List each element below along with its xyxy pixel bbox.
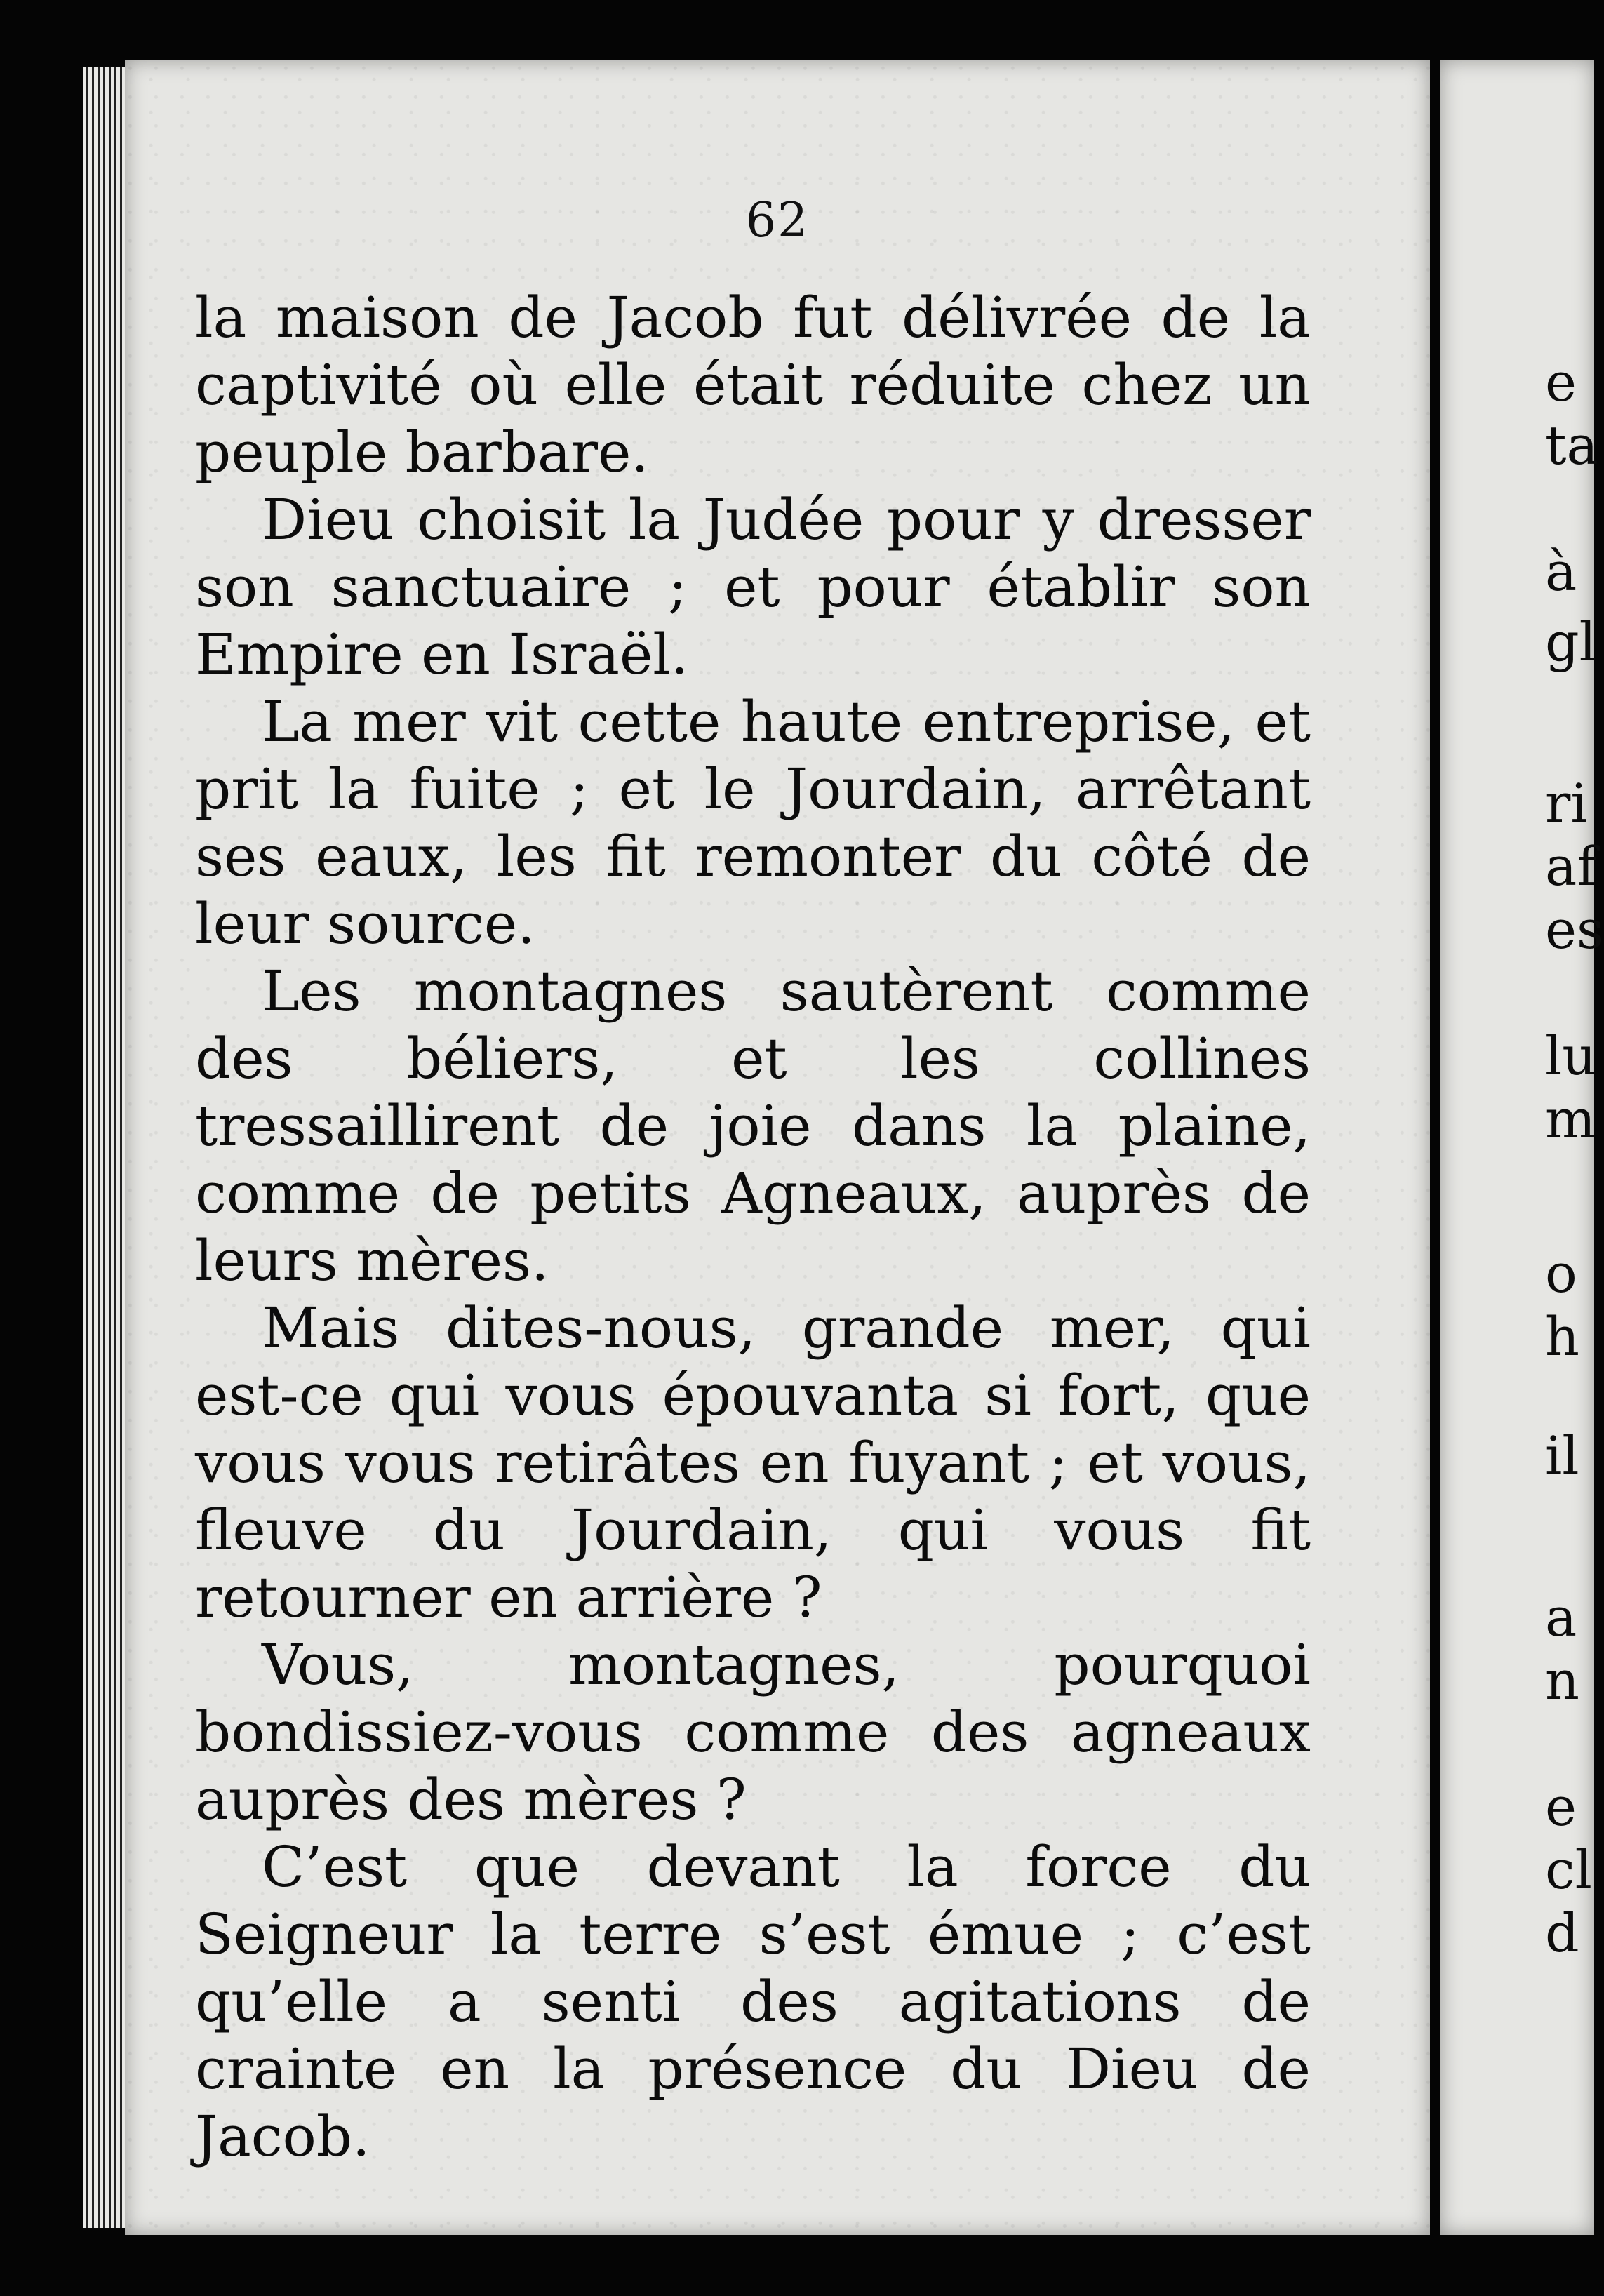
facing-fragment: m <box>1545 1088 1596 1150</box>
facing-fragment: ta <box>1545 414 1598 476</box>
facing-fragment: o <box>1545 1242 1577 1304</box>
facing-fragment: gl <box>1545 610 1596 673</box>
facing-fragment: es <box>1545 898 1604 961</box>
facing-fragment: cl <box>1545 1838 1592 1901</box>
facing-fragment: n <box>1545 1649 1579 1711</box>
facing-fragment: af <box>1545 835 1597 897</box>
facing-fragment: il <box>1545 1424 1579 1487</box>
paragraph-2: Dieu choisit la Judée pour y dresser son sanctuaire ; et pour établir son Empire en Israël. <box>195 487 1311 687</box>
paragraph-1: la maison de Jacob fut délivrée de la captivité où elle était réduite chez un peuple barbare. <box>195 285 1311 485</box>
left-page <box>125 60 1430 2235</box>
facing-fragment: h <box>1545 1305 1579 1368</box>
paragraph-3: La mer vit cette haute entreprise, et prit la fuite ; et le Jourdain, arrêtant ses eaux, les fit remonter du côté de leur source. <box>195 689 1311 956</box>
page-number: 62 <box>745 193 810 248</box>
facing-fragment: d <box>1545 1902 1579 1964</box>
body-text <box>195 284 1311 2170</box>
facing-fragment: e <box>1545 1775 1577 1838</box>
facing-fragment: a <box>1545 1586 1577 1648</box>
facing-fragment: à <box>1545 540 1577 603</box>
facing-fragment: ri <box>1545 772 1588 834</box>
paragraph-5: Mais dites-nous, grande mer, qui est-ce qui vous épouvanta si fort, que vous vous retirâtes en fuyant ; et vous, fleuve du Jourdain, qui vous fit retourner en arrière ? <box>195 1295 1311 1630</box>
facing-page <box>1440 60 1604 2235</box>
facing-fragment: lu <box>1545 1024 1597 1087</box>
facing-fragment: e <box>1545 351 1577 413</box>
paragraph-6: Vous, montagnes, pourquoi bondissiez-vous comme des agneaux auprès des mères ? <box>195 1632 1311 1832</box>
paragraph-4: Les montagnes sautèrent comme des béliers, et les collines tressaillirent de joie dans la plaine, comme de petits Agneaux, auprès de leurs mères. <box>195 959 1311 1293</box>
paragraph-7: C’est que devant la force du Seigneur la terre s’est émue ; c’est qu’elle a senti des agitations de crainte en la présence du Dieu de Jacob. <box>195 1834 1311 2169</box>
